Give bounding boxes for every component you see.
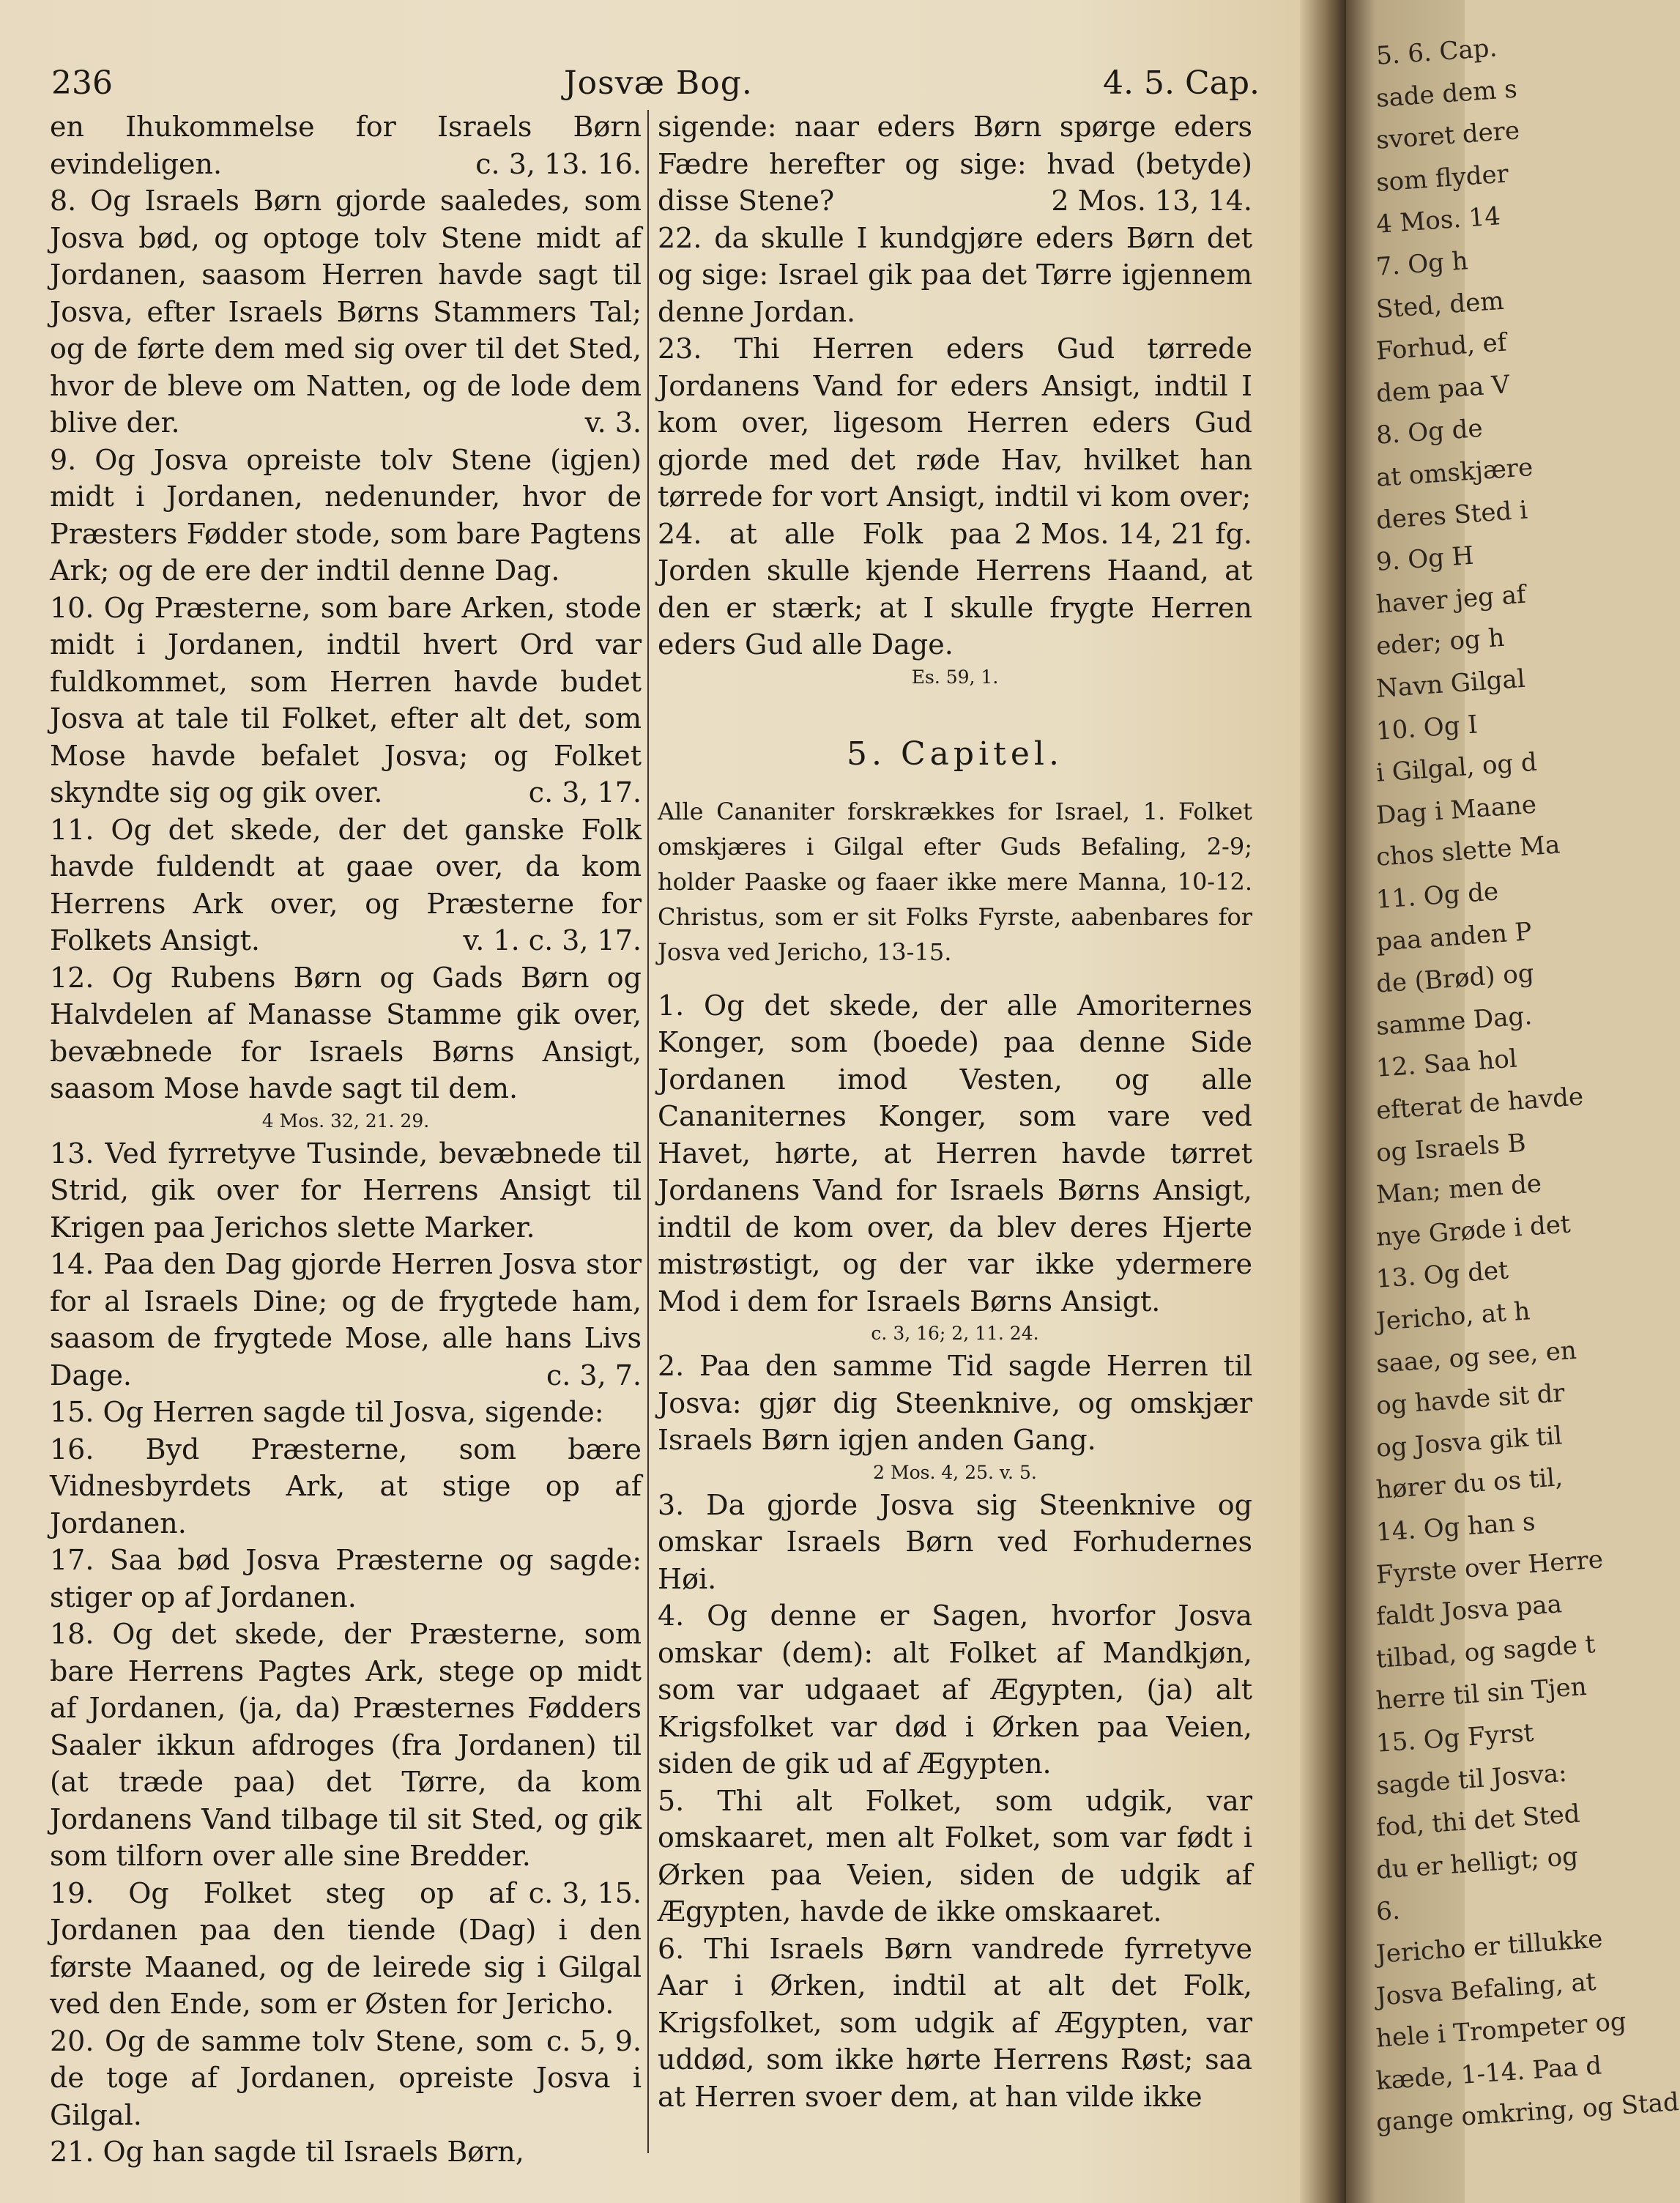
facing-page-text-fragment: hele i Trompeter og	[1375, 2007, 1627, 2054]
right-column	[658, 108, 1252, 2115]
facing-page-text-fragment: haver jeg af	[1375, 579, 1527, 620]
facing-page-text-fragment: Josva Befaling, at	[1375, 1967, 1597, 2012]
facing-page-text-fragment: som flyder	[1375, 159, 1510, 198]
running-title: Josvæ Bog.	[564, 64, 753, 102]
facing-page-text-fragment: samme Dag.	[1375, 1001, 1534, 1041]
chapter-reference: 4. 5. Cap.	[1103, 64, 1260, 102]
verse: 18. Og det skede, der Præsterne, som bare Herrens Pagtes Ark, stege op midt af Jordanen, (ja, da) Præsternes Fødders Saaler ikkun afdroges (fra Jordanen) til (at træde paa) det Tørre, da kom Jordanens Vand tilbage til sit Sted, og gik som tilforn over alle sine Bredder. c. 3, 15.	[50, 1616, 642, 1875]
facing-page-text-fragment: 12. Saa hol	[1375, 1044, 1518, 1083]
verse: 15. Og Herren sagde til Josva, sigende:	[50, 1396, 604, 1428]
facing-page-text-fragment: og havde sit dr	[1375, 1378, 1566, 1421]
verse: 24. at alle Folk paa Jorden skulle kjende Herrens Haand, at den er stærk; at I skulle frygte Herren eders Gud alle Dage.	[658, 517, 1252, 661]
facing-page-text-fragment: Navn Gilgal	[1375, 664, 1526, 704]
verse: 11. Og det skede, der det ganske Folk havde fuldendt at gaae over, da kom Herrens Ark over, og Præsterne for Folkets Ansigt. v. 1. c. 3, 17.	[50, 811, 642, 959]
facing-page-text-fragment: saae, og see, en	[1375, 1335, 1578, 1379]
facing-page-text-fragment: Forhud, ef	[1375, 327, 1508, 366]
cross-reference: 2 Mos. 14, 21 fg.	[1014, 517, 1252, 550]
facing-page-text-fragment: dem paa V	[1375, 370, 1511, 409]
facing-page-text-fragment: Fyrste over Herre	[1375, 1545, 1605, 1590]
facing-page-text-fragment: 6.	[1375, 1895, 1401, 1927]
cross-reference: c. 3, 7.	[546, 1359, 642, 1392]
facing-page-text-fragment: 15. Og Fyrst	[1375, 1717, 1535, 1758]
facing-page-text-fragment: 4 Mos. 14	[1375, 201, 1502, 239]
cross-reference: Es. 59, 1.	[911, 666, 999, 688]
facing-page-text-fragment: fod, thi det Sted	[1375, 1799, 1581, 1843]
verse: 1. Og det skede, der alle Amoriternes Konger, som (boede) paa denne Side Jordanen imod Vesten, og alle Cananiternes Konger, som vare ved Havet, hørte, at Herren havde tørret Jordanens Vand for Israels Børns Ansigt, indtil de kom over, da blev deres Hjerte mistrøstigt, og der var ikke ydermere Mod i dem for Israels Børns Ansigt.	[658, 989, 1252, 1318]
verse: 3. Da gjorde Josva sig Steenknive og omskar Israels Børn ved Forhudernes Høi.	[658, 1488, 1252, 1595]
facing-page-text-fragment: paa anden P	[1375, 917, 1533, 957]
facing-page-text-fragment: Jericho, at h	[1375, 1296, 1531, 1337]
verse: 14. Paa den Dag gjorde Herren Josva stor for al Israels Dine; og de frygtede ham, saasom de frygtede Mose, alle hans Livs Dage. c. 3, 7.	[50, 1246, 642, 1394]
facing-page-text-fragment: svoret dere	[1375, 116, 1521, 155]
verse: 13. Ved fyrretyve Tusinde, bevæbnede til Strid, gik over for Herrens Ansigt til Krigen paa Jerichos slette Marker.	[50, 1137, 642, 1244]
verse: en Ihukommelse for Israels Børn evindeligen. c. 3, 13. 16.	[50, 108, 642, 182]
column-divider	[647, 110, 649, 2153]
facing-page-text-fragment: Dag i Maane	[1375, 790, 1538, 831]
facing-page-text-fragment: 5. 6. Cap.	[1375, 33, 1498, 71]
facing-page-text-fragment: kæde, 1-14. Paa d	[1375, 2051, 1603, 2096]
cross-reference: c. 3, 17.	[528, 776, 642, 809]
facing-page-text-fragment: og Israels B	[1375, 1128, 1527, 1168]
facing-page-text-fragment: 14. Og han s	[1375, 1507, 1536, 1548]
facing-page-text-fragment: 10. Og I	[1375, 710, 1479, 746]
facing-page-text-fragment: du er helligt; og	[1375, 1841, 1580, 1885]
facing-page-text-fragment: 8. Og de	[1375, 413, 1484, 450]
facing-page-text-fragment: deres Sted i	[1375, 495, 1529, 535]
verse: 4. Og denne er Sagen, hvorfor Josva omskar (dem): alt Folket af Mandkjøn, som var udgaaet af Ægypten, (ja) alt Krigsfolket var død i Ørken paa Veien, siden de gik ud af Ægypten.	[658, 1600, 1252, 1780]
verse: 10. Og Præsterne, som bare Arken, stode midt i Jordanen, indtil hvert Ord var fuldkommet, som Herren havde budet Josva at tale til Folket, efter alt det, som Mose havde befalet Josva; og Folket skyndte sig og gik over. c. 3, 17.	[50, 590, 642, 811]
facing-page-text-fragment: 7. Og h	[1375, 246, 1469, 282]
verse: 22. da skulle I kundgjøre eders Børn det og sige: Israel gik paa det Tørre igjennem denne Jordan.	[658, 221, 1252, 328]
verse: 8. Og Israels Børn gjorde saaledes, som Josva bød, og optoge tolv Stene midt af Jordanen, saasom Herren havde sagt til Josva, efter Israels Børns Stammers Tal; og de førte dem med sig over til det Sted, hvor de bleve om Natten, og de lode dem blive der. v. 3.	[50, 182, 642, 442]
facing-page-text-fragment: i Gilgal, og d	[1375, 747, 1538, 788]
cross-reference: 4 Mos. 32, 21. 29.	[261, 1110, 430, 1132]
book-gutter	[1300, 0, 1346, 2203]
facing-page-text-fragment: faldt Josva paa	[1375, 1589, 1564, 1632]
facing-page-text-fragment: herre til sin Tjen	[1375, 1671, 1588, 1716]
facing-page-text-fragment: nye Grøde i det	[1375, 1209, 1572, 1252]
cross-reference: v. 3.	[584, 406, 642, 439]
facing-page-text-fragment: Jericho er tillukke	[1375, 1924, 1604, 1969]
facing-page-text-fragment: Man; men de	[1375, 1169, 1543, 1210]
verse: 2. Paa den samme Tid sagde Herren til Josva: gjør dig Steenknive, og omskjær Israels Børn igjen anden Gang.	[658, 1350, 1252, 1456]
facing-page-text-fragment: tilbad, og sagde t	[1375, 1630, 1597, 1674]
facing-page-text-fragment: 11. Og de	[1375, 877, 1500, 915]
facing-page-text-fragment: de (Brød) og	[1375, 958, 1535, 999]
left-column	[50, 108, 642, 2171]
facing-page-text-fragment: gange omkring, og Stad	[1375, 2087, 1680, 2138]
verse: 9. Og Josva opreiste tolv Stene (igjen) midt i Jordanen, nedenunder, hvor de Præsters Fødder stode, som bare Pagtens Ark; og de ere der indtil denne Dag.	[50, 443, 642, 587]
cross-reference: c. 5, 9.	[546, 2024, 642, 2057]
facing-page-text-fragment: og Josva gik til	[1375, 1421, 1564, 1463]
cross-reference: 2 Mos. 4, 25. v. 5.	[873, 1461, 1037, 1483]
facing-page-text-fragment: efterat de havde	[1375, 1082, 1585, 1126]
facing-page-text-fragment: 9. Og H	[1375, 540, 1475, 577]
verse: 6. Thi Israels Børn vandrede fyrretyve Aar i Ørken, indtil at alt det Folk, Krigsfolket, som udgik af Ægypten, var uddød, som ikke hørte Herrens Røst; saa at Herren svoer dem, at han vilde ikke	[658, 1932, 1252, 2113]
verse: 21. Og han sagde til Israels Børn,	[50, 2136, 524, 2168]
chapter-summary: Alle Cananiter forskrækkes for Israel, 1. Folket omskjæres i Gilgal efter Guds Befaling, 2-9; holder Paaske og faaer ikke mere Manna, 10-12. Christus, som er sit Folks Fyrste, aabenbares for Josva ved Jericho, 13-15.	[658, 797, 1252, 966]
facing-page-text-fragment: hører du os til,	[1375, 1463, 1564, 1505]
page-header	[51, 64, 1260, 105]
facing-page-edge	[1346, 0, 1680, 2203]
verse: 17. Saa bød Josva Præsterne og sagde: stiger op af Jordanen.	[50, 1544, 642, 1613]
verse: 19. Og Folket steg op af Jordanen paa den tiende (Dag) i den første Maaned, og de leirede sig i Gilgal ved den Ende, som er Østen for Jericho. c. 5, 9.	[50, 1875, 642, 2023]
facing-page-text-fragment: eder; og h	[1375, 623, 1506, 661]
cross-reference: c. 3, 15.	[528, 1876, 642, 1909]
verse: 12. Og Rubens Børn og Gads Børn og Halvdelen af Manasse Stamme gik over, bevæbnede for Israels Børns Ansigt, saasom Mose havde sagt til dem.	[50, 961, 642, 1104]
verse: 20. Og de samme tolv Stene, som de toge af Jordanen, opreiste Josva i Gilgal.	[50, 2024, 642, 2131]
cross-reference: c. 3, 16; 2, 11. 24.	[871, 1323, 1039, 1344]
facing-page-text-fragment: 13. Og det	[1375, 1255, 1510, 1294]
cross-reference: 2 Mos. 13, 14.	[1051, 185, 1252, 217]
verse: 5. Thi alt Folket, som udgik, var omskaaret, men alt Folket, som var født i Ørken paa Veien, siden de udgik af Ægypten, havde de ikke omskaaret.	[658, 1784, 1252, 1928]
facing-page-text-fragment: sade dem s	[1375, 74, 1518, 114]
facing-page-text-fragment: chos slette Ma	[1375, 830, 1561, 872]
cross-reference: c. 3, 13. 16.	[475, 147, 642, 180]
cross-reference: v. 1. c. 3, 17.	[463, 924, 642, 956]
verse: 23. Thi Herren eders Gud tørrede Jordanens Vand for eders Ansigt, indtil I kom over, ligesom Herren eders Gud gjorde med det røde Hav, hvilket han tørrede for vort Ansigt, indtil vi kom over; 2 Mos. 14, 21 fg.	[658, 330, 1252, 516]
facing-page-text-fragment: Sted, dem	[1375, 286, 1505, 324]
verse: 16. Byd Præsterne, som bære Vidnesbyrdets Ark, at stige op af Jordanen.	[50, 1433, 642, 1539]
page-number: 236	[51, 64, 113, 102]
facing-page-text-fragment: at omskjære	[1375, 453, 1534, 493]
verse: sigende: naar eders Børn spørge eders Fædre herefter og sige: hvad (betyde) disse Stene? 2 Mos. 13, 14.	[658, 108, 1252, 220]
facing-page-text-fragment: sagde til Josva:	[1375, 1758, 1568, 1801]
chapter-title: 5. Capitel.	[847, 735, 1063, 773]
